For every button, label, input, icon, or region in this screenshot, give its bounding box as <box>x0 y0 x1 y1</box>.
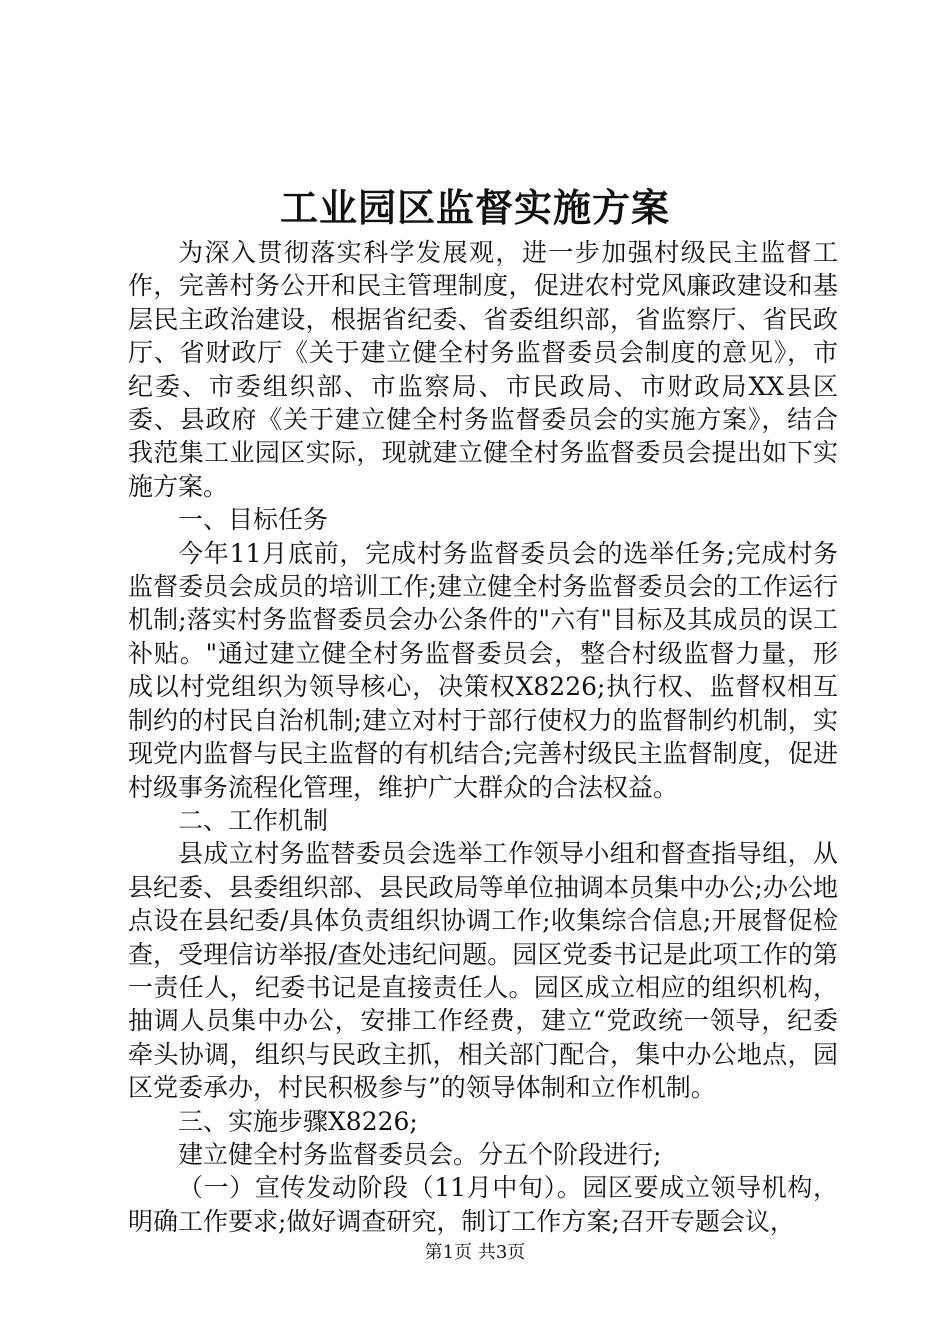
intro-paragraph: 为深入贯彻落实科学发展观，进一步加强村级民主监督工作，完善村务公开和民主管理制度，促进农村党风廉政建设和基层民主政治建设，根据省纪委、省委组织部，省监察厅、省民政厅、省财政厅《关于建立健全村务监督委员会制度的意见》，市纪委、市委组织部、市监察局、市民政局、市财政局XX县区委、县政府《关于建立健全村务监督委员会的实施方案》，结合我范集工业园区实际，现就建立健全村务监督委员会提出如下实施方案。 <box>128 238 838 501</box>
steps-intro-paragraph: 建立健全村务监督委员会。分五个阶段进行; <box>178 1139 662 1169</box>
document-body <box>128 236 838 1238</box>
section-heading-mechanism: 二、工作机制 <box>178 805 329 835</box>
mechanism-paragraph: 县成立村务监替委员会选举工作领导小组和督查指导组，从县纪委、县委组织部、县民政局等单位抽调本员集中办公;办公地点设在县纪委/具体负责组织协调工作;收集综合信息;开展督促检查，受理信访举报/查处违纪问题。园区党委书记是此项工作的第一责任人，纪委书记是直接责任人。园区成立相应的组织机构，抽调人员集中办公，安排工作经费，建立“党政统一领导，纪委牵头协调，组织与民政主抓，相关部门配合，集中办公地点，园区党委承办，村民积极参与”的领导体制和立作机制。 <box>128 839 838 1103</box>
goals-paragraph: 今年11月底前，完成村务监督委员会的选举任务;完成村务监督委员会成员的培训工作;建立健全村务监督委员会的工作运行机制;落实村务监督委员会办公条件的"六有"目标及其成员的误工补贴。"通过建立健全村务监督委员会，整合村级监督力量，形成以村党组织为领导核心，决策权X8226;执行权、监督权相互制约的村民自治机制;建立对村于部行使权力的监督制约机制，实现党内监督与民主监督的有机结合;完善村级民主监督制度，促进村级事务流程化管理，维护广大群众的合法权益。 <box>128 538 838 802</box>
document-title: 工业园区监督实施方案 <box>279 185 670 230</box>
stage-one-paragraph: （一）宣传发动阶段（11月中旬）。园区要成立领导机构，明确工作要求;做好调查研究，制订工作方案;召开专题会议， <box>128 1173 838 1236</box>
page-footer: 第1页 共3页 <box>424 1242 526 1263</box>
section-heading-goals: 一、目标任务 <box>178 505 329 535</box>
section-heading-steps: 三、实施步骤X8226; <box>178 1106 418 1136</box>
